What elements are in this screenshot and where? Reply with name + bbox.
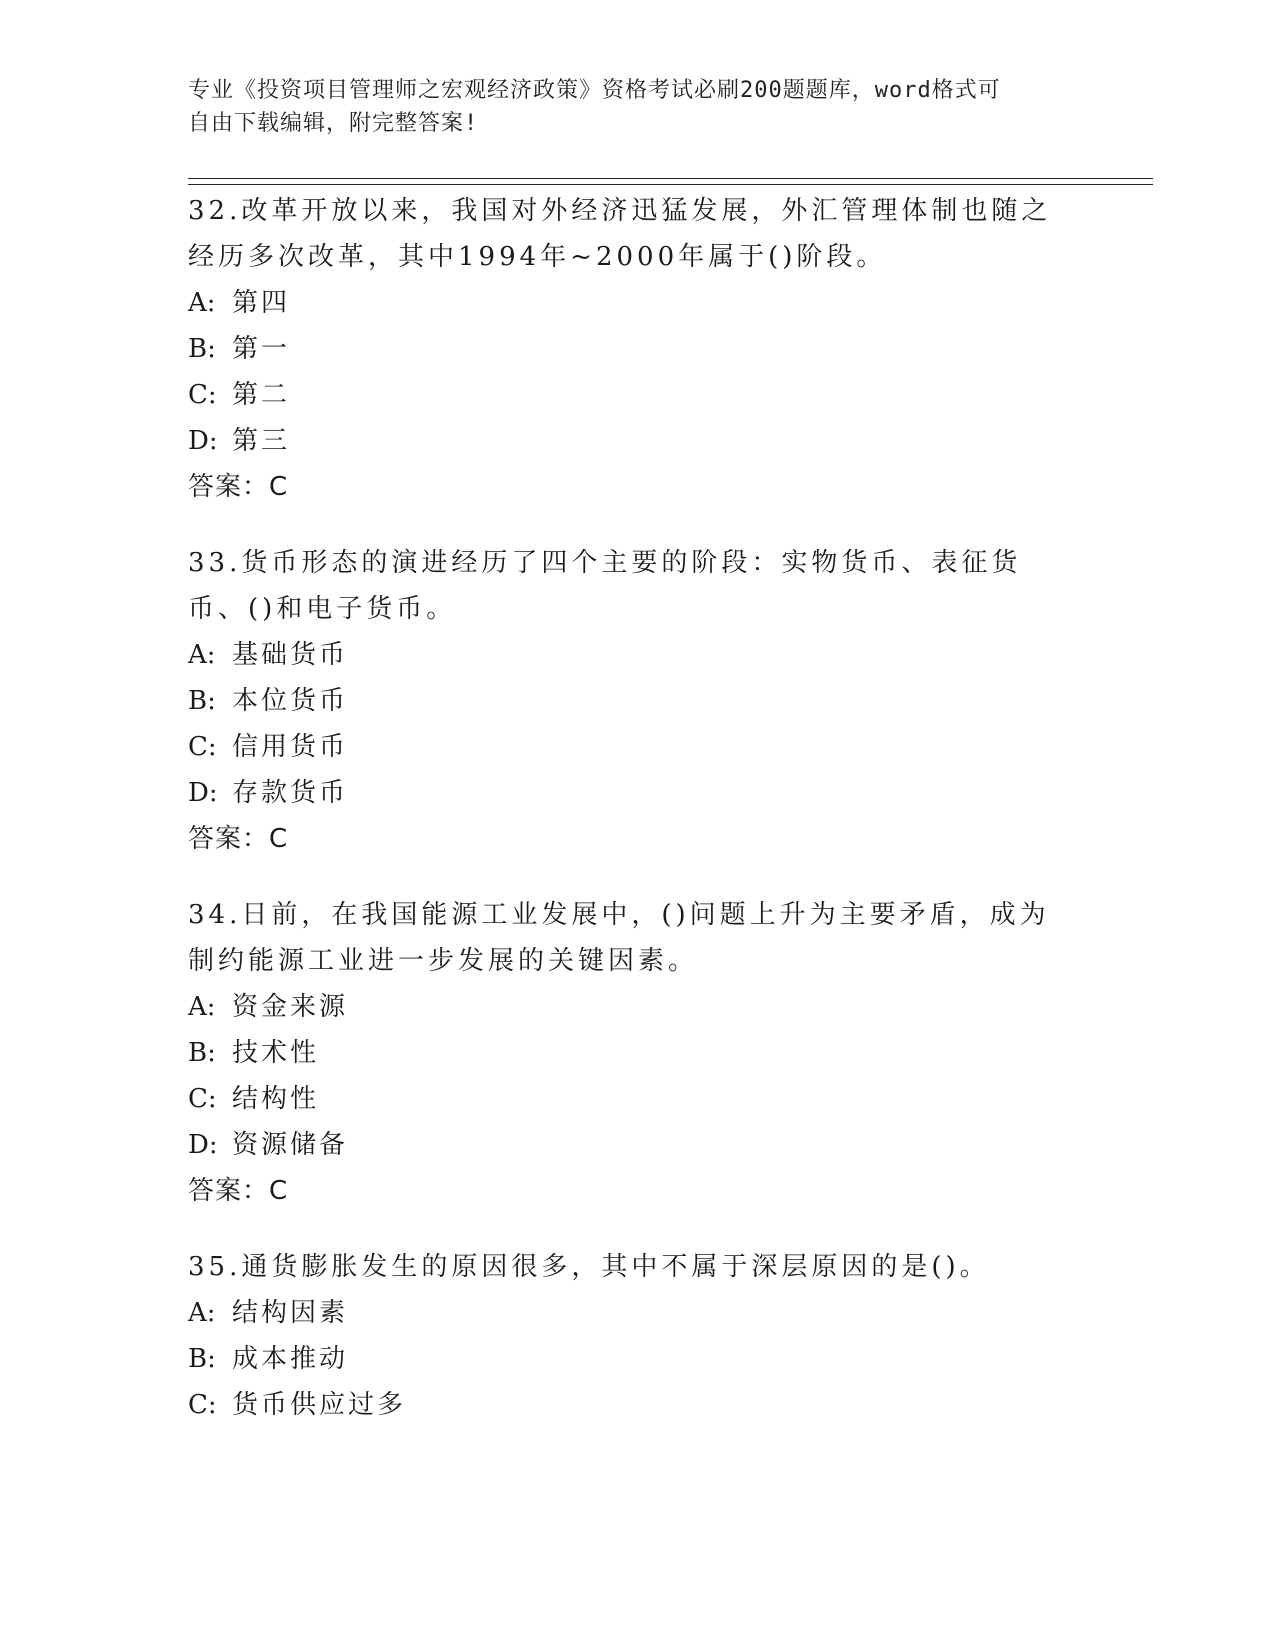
- header-title-line-1: 专业《投资项目管理师之宏观经济政策》资格考试必刷200题题库，word格式可: [188, 78, 1001, 103]
- option-a: [188, 984, 1088, 1030]
- option-text: 基础货币: [232, 640, 349, 670]
- option-d: [188, 770, 1088, 816]
- option-key: C:: [188, 1390, 217, 1420]
- option-text: 结构性: [232, 1084, 320, 1114]
- option-b: [188, 678, 1088, 724]
- option-c: [188, 1076, 1088, 1122]
- option-key: C:: [188, 732, 217, 762]
- document-header: [188, 74, 1088, 140]
- option-c: [188, 1382, 1088, 1428]
- answer-line: 答案：C: [188, 824, 289, 854]
- option-text: 本位货币: [232, 686, 349, 716]
- option-key: C:: [188, 380, 217, 410]
- answer-line: 答案：C: [188, 1176, 289, 1206]
- option-key: B:: [188, 686, 216, 716]
- option-a: [188, 280, 1088, 326]
- option-text: 资金来源: [232, 992, 349, 1022]
- option-key: D:: [188, 778, 218, 808]
- question-34: [188, 892, 1088, 1214]
- option-text: 第二: [232, 380, 291, 410]
- option-text: 资源储备: [232, 1130, 349, 1160]
- option-key: A:: [188, 288, 216, 318]
- option-b: [188, 326, 1088, 372]
- option-key: B:: [188, 1344, 216, 1374]
- question-33: [188, 540, 1088, 862]
- option-key: B:: [188, 1038, 216, 1068]
- question-35: [188, 1244, 1088, 1428]
- option-text: 货币供应过多: [232, 1390, 407, 1420]
- question-32: [188, 188, 1088, 510]
- option-b: [188, 1030, 1088, 1076]
- answer-line: 答案：C: [188, 472, 289, 502]
- option-text: 信用货币: [232, 732, 349, 762]
- option-key: B:: [188, 334, 216, 364]
- option-key: A:: [188, 992, 216, 1022]
- option-key: D:: [188, 426, 218, 456]
- option-d: [188, 1122, 1088, 1168]
- option-text: 技术性: [232, 1038, 320, 1068]
- question-stem: 33.货币形态的演进经历了四个主要的阶段：实物货币、表征货币、()和电子货币。: [188, 548, 1022, 624]
- header-divider-bottom: [188, 184, 1153, 185]
- option-key: A:: [188, 640, 216, 670]
- option-key: A:: [188, 1298, 216, 1328]
- question-stem: 32.改革开放以来，我国对外经济迅猛发展，外汇管理体制也随之经历多次改革，其中1994年~2000年属于()阶段。: [188, 196, 1052, 272]
- option-c: [188, 724, 1088, 770]
- question-stem: 34.日前，在我国能源工业发展中，()问题上升为主要矛盾，成为制约能源工业进一步发展的关键因素。: [188, 900, 1050, 976]
- question-list: [188, 188, 1088, 1458]
- option-d: [188, 418, 1088, 464]
- option-b: [188, 1336, 1088, 1382]
- option-text: 结构因素: [232, 1298, 349, 1328]
- question-stem: 35.通货膨胀发生的原因很多，其中不属于深层原因的是()。: [188, 1252, 990, 1282]
- option-text: 第一: [232, 334, 291, 364]
- option-a: [188, 632, 1088, 678]
- option-a: [188, 1290, 1088, 1336]
- option-text: 成本推动: [232, 1344, 349, 1374]
- option-key: C:: [188, 1084, 217, 1114]
- option-text: 第三: [232, 426, 291, 456]
- option-text: 存款货币: [232, 778, 349, 808]
- header-title-line-2: 自由下载编辑，附完整答案!: [188, 111, 479, 136]
- option-c: [188, 372, 1088, 418]
- option-key: D:: [188, 1130, 218, 1160]
- option-text: 第四: [232, 288, 291, 318]
- header-divider-top: [188, 178, 1153, 179]
